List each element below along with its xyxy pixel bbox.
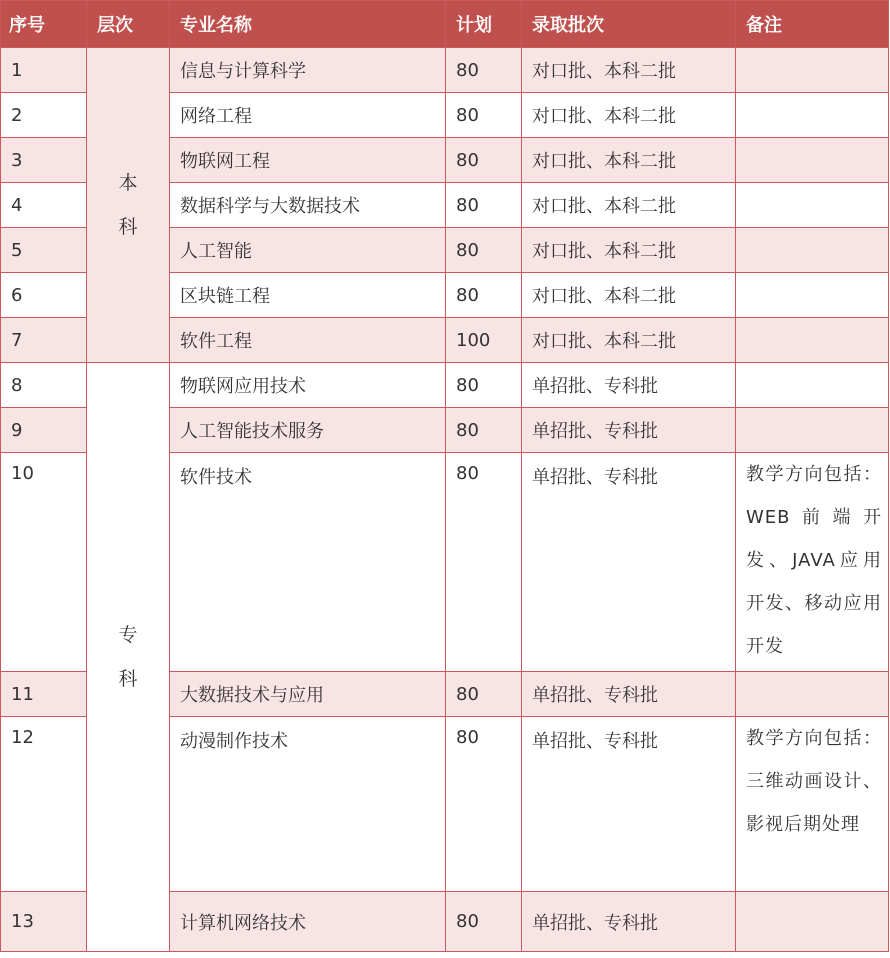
row-major: 软件工程 [170, 318, 446, 363]
row-batch: 对口批、本科二批 [522, 48, 736, 93]
row-no: 8 [1, 363, 87, 408]
row-no: 11 [1, 672, 87, 717]
row-note [736, 183, 889, 228]
row-no: 3 [1, 138, 87, 183]
table-row [1, 363, 889, 408]
header-plan: 计划 [446, 1, 522, 48]
row-no: 10 [1, 453, 87, 672]
row-major: 大数据技术与应用 [170, 672, 446, 717]
row-note [736, 273, 889, 318]
row-major: 数据科学与大数据技术 [170, 183, 446, 228]
row-note [736, 138, 889, 183]
row-plan: 80 [446, 183, 522, 228]
row-major: 计算机网络技术 [170, 892, 446, 952]
row-major: 人工智能 [170, 228, 446, 273]
row-batch: 对口批、本科二批 [522, 318, 736, 363]
row-batch: 对口批、本科二批 [522, 273, 736, 318]
row-plan: 80 [446, 228, 522, 273]
row-major: 人工智能技术服务 [170, 408, 446, 453]
row-major: 物联网应用技术 [170, 363, 446, 408]
table-row [1, 48, 889, 93]
row-no: 2 [1, 93, 87, 138]
row-no: 12 [1, 717, 87, 892]
row-batch: 对口批、本科二批 [522, 228, 736, 273]
row-major: 软件技术 [170, 453, 446, 672]
header-batch: 录取批次 [522, 1, 736, 48]
row-batch: 单招批、专科批 [522, 717, 736, 892]
row-major: 信息与计算科学 [170, 48, 446, 93]
row-no: 4 [1, 183, 87, 228]
row-no: 6 [1, 273, 87, 318]
row-batch: 对口批、本科二批 [522, 138, 736, 183]
row-no: 13 [1, 892, 87, 952]
row-batch: 单招批、专科批 [522, 672, 736, 717]
level-zhuanke [87, 363, 170, 952]
row-no: 5 [1, 228, 87, 273]
row-no: 7 [1, 318, 87, 363]
row-batch: 单招批、专科批 [522, 363, 736, 408]
row-batch: 单招批、专科批 [522, 408, 736, 453]
row-batch: 单招批、专科批 [522, 453, 736, 672]
row-plan: 80 [446, 93, 522, 138]
row-major: 网络工程 [170, 93, 446, 138]
row-note-text: 教学方向包括：WEB前端开发、JAVA应用开发、移动应用开发 [746, 464, 882, 657]
row-major: 物联网工程 [170, 138, 446, 183]
row-no: 9 [1, 408, 87, 453]
row-note [736, 453, 889, 672]
level-benke [87, 48, 170, 363]
header-level: 层次 [87, 1, 170, 48]
row-note [736, 363, 889, 408]
row-plan: 80 [446, 48, 522, 93]
row-note [736, 717, 889, 892]
row-note [736, 228, 889, 273]
header-note: 备注 [736, 1, 889, 48]
header-row [1, 1, 889, 48]
level-benke-label: 本科 [118, 172, 138, 238]
row-plan: 80 [446, 273, 522, 318]
row-batch: 单招批、专科批 [522, 892, 736, 952]
header-major: 专业名称 [170, 1, 446, 48]
row-note [736, 408, 889, 453]
row-plan: 80 [446, 363, 522, 408]
row-note [736, 318, 889, 363]
row-plan: 80 [446, 453, 522, 672]
row-plan: 80 [446, 717, 522, 892]
row-note [736, 892, 889, 952]
row-plan: 80 [446, 672, 522, 717]
row-batch: 对口批、本科二批 [522, 93, 736, 138]
row-no: 1 [1, 48, 87, 93]
row-plan: 80 [446, 892, 522, 952]
header-no: 序号 [1, 1, 87, 48]
level-zhuanke-label: 专科 [118, 624, 138, 690]
row-plan: 80 [446, 408, 522, 453]
row-major: 动漫制作技术 [170, 717, 446, 892]
row-batch: 对口批、本科二批 [522, 183, 736, 228]
row-major: 区块链工程 [170, 273, 446, 318]
row-note-text: 教学方向包括：三维动画设计、影视后期处理 [746, 728, 882, 835]
row-note [736, 672, 889, 717]
row-note [736, 93, 889, 138]
row-plan: 80 [446, 138, 522, 183]
row-plan: 100 [446, 318, 522, 363]
row-note [736, 48, 889, 93]
